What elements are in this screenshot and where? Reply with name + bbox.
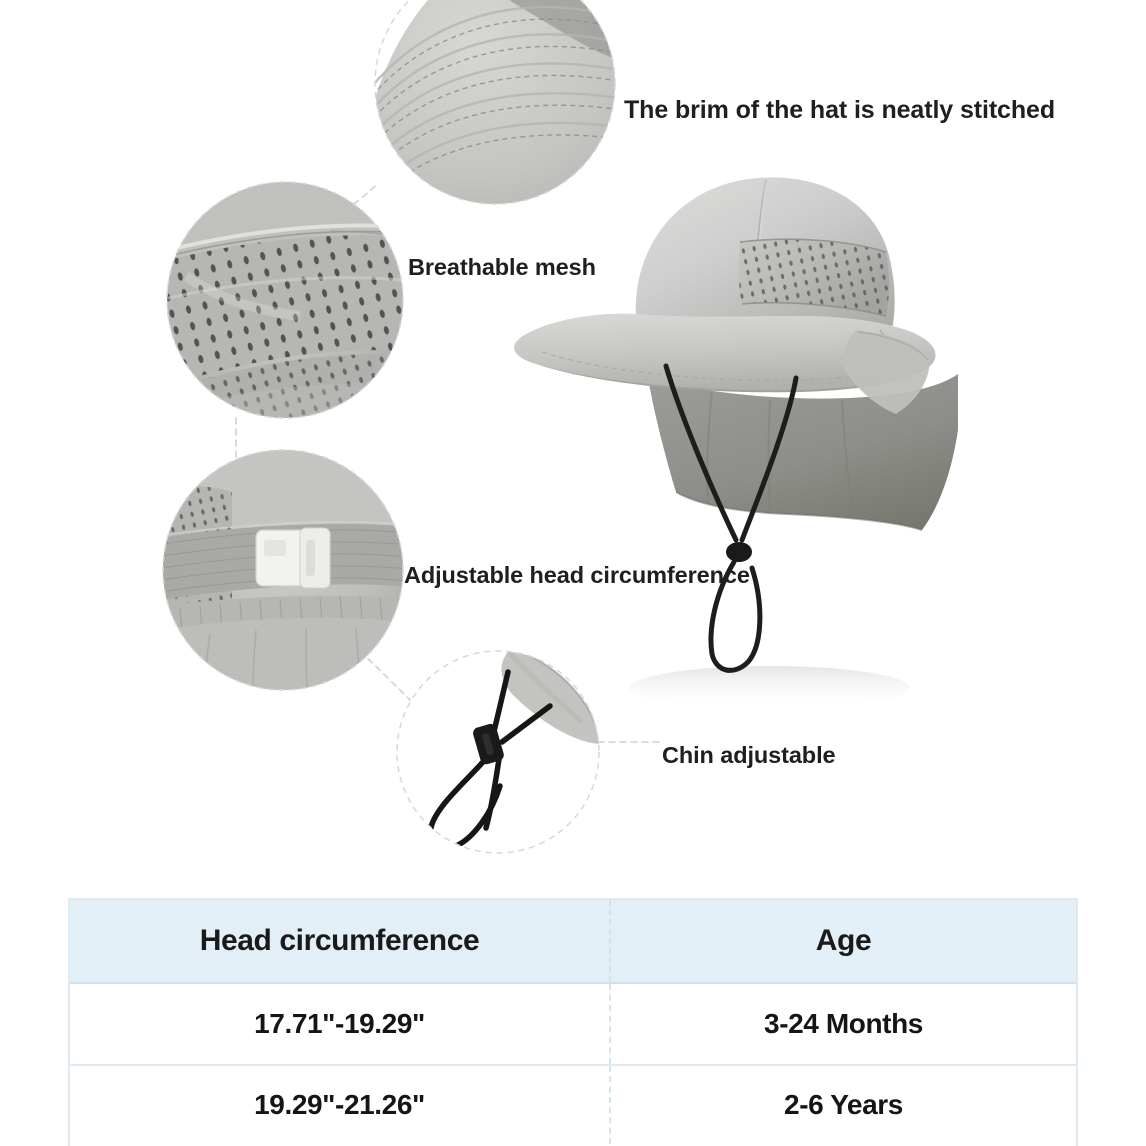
detail-circle-brim — [358, 0, 650, 217]
table-cell-value: 2-6 Years — [784, 1089, 903, 1120]
callout-label-adjustable-head-circumference: Adjustable head circumference — [404, 562, 750, 588]
table-header-row — [70, 900, 1076, 984]
callout-label-brim-stitching: The brim of the hat is neatly stitched — [624, 96, 1055, 124]
table-cell-age — [611, 984, 1076, 1064]
table-row — [70, 984, 1076, 1066]
callout-label-chin-adjustable: Chin adjustable — [662, 742, 836, 768]
table-cell-head-circumference — [70, 984, 611, 1064]
detail-circle-mesh — [160, 175, 424, 432]
table-cell-head-circumference — [70, 1066, 611, 1144]
table-cell-value: 17.71"-19.29" — [254, 1008, 425, 1039]
table-cell-value: 3-24 Months — [764, 1008, 923, 1039]
table-row — [70, 1066, 1076, 1144]
detail-circle-head-adjust — [160, 448, 424, 704]
table-header-label: Head circumference — [199, 924, 480, 957]
table-cell-value: 19.29"-21.26" — [254, 1089, 425, 1120]
table-cell-age — [611, 1066, 1076, 1144]
table-header-cell-head-circumference — [70, 900, 611, 982]
size-chart-table — [68, 898, 1078, 1146]
table-header-label: Age — [815, 924, 872, 957]
table-header-cell-age — [611, 900, 1076, 982]
callout-label-breathable-mesh: Breathable mesh — [408, 254, 596, 280]
detail-circle-chin-adjust — [396, 648, 602, 854]
